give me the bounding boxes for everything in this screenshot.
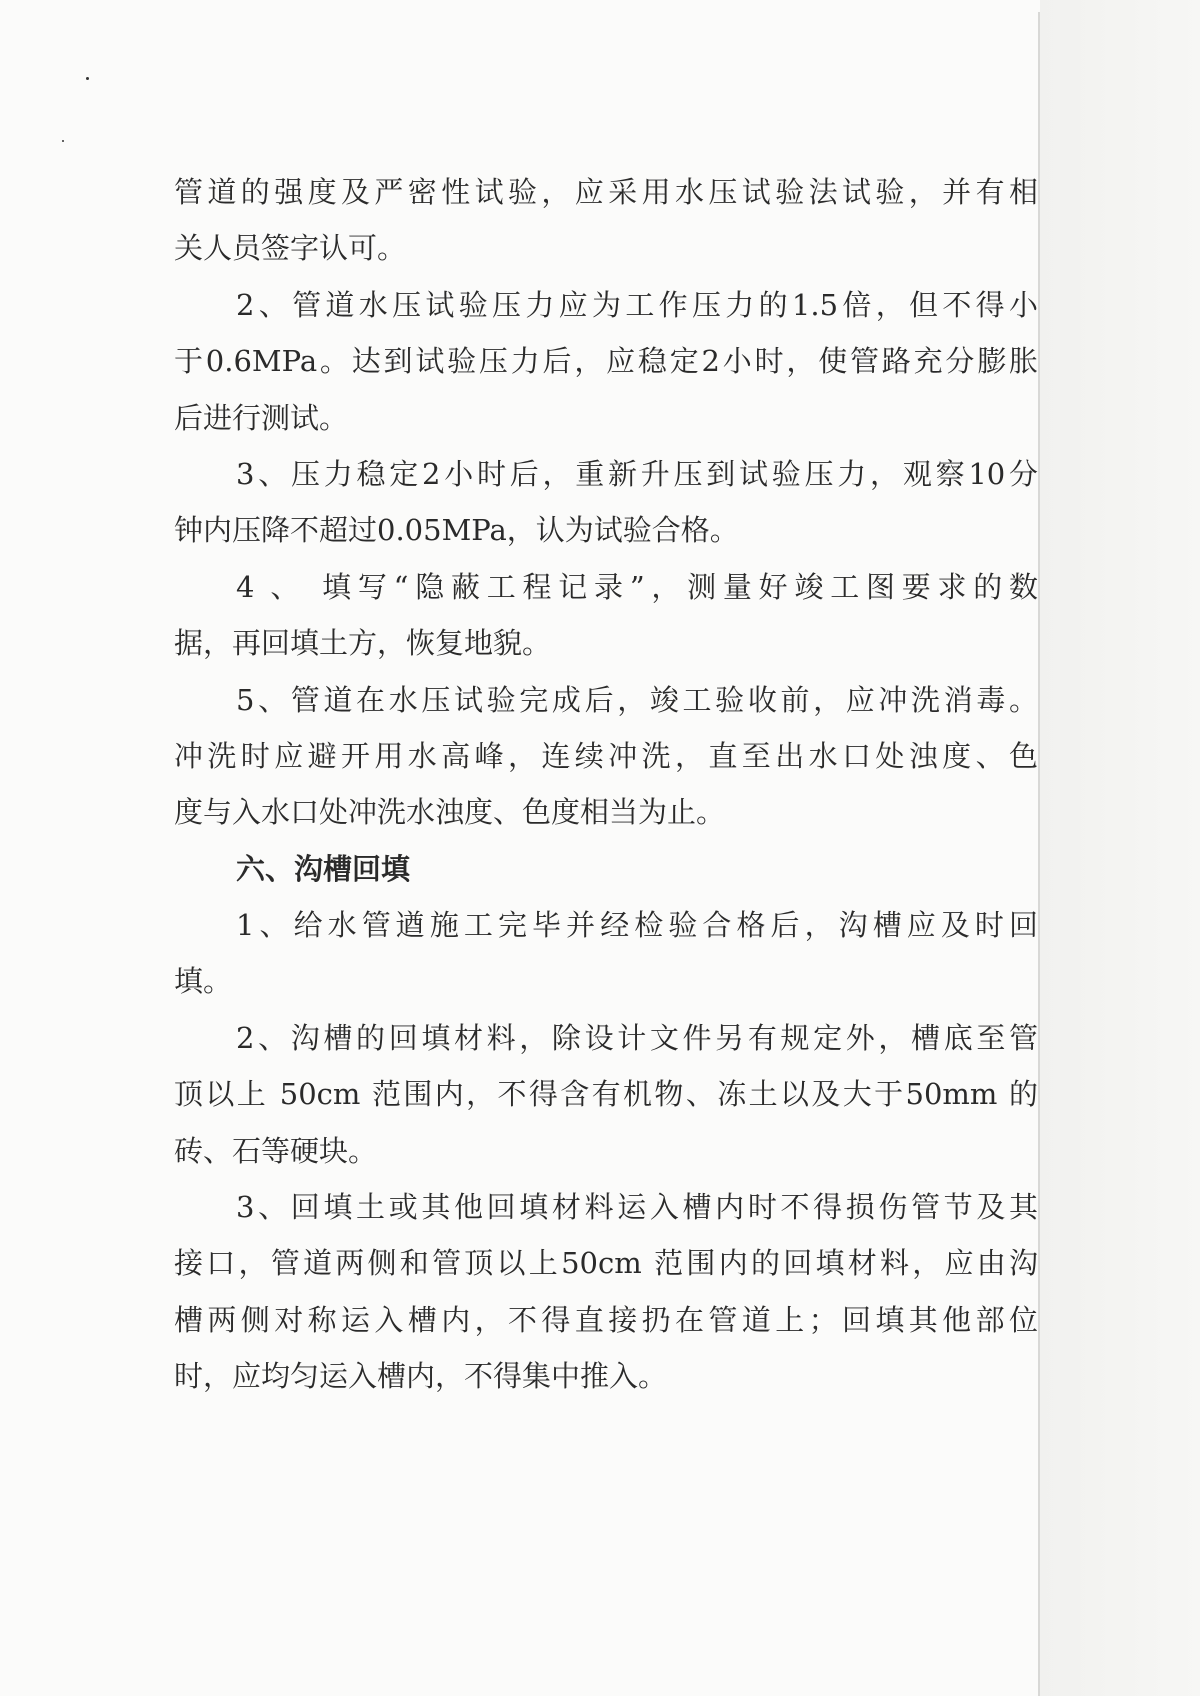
scan-margin-shade — [1040, 0, 1200, 1696]
text-line: 砖、石等硬块。 — [174, 1133, 378, 1168]
text-line: 管道的强度及严密性试验，应采用水压试验法试验，并有相 — [174, 175, 1038, 209]
text-line: 5、管道在水压试验完成后，竣工验收前，应冲洗消毒。 — [236, 682, 1038, 717]
text-line: 顶以上 50cm 范围内，不得含有机物、冻土以及大于50mm 的 — [174, 1077, 1038, 1112]
text-line: 接口，管道两侧和管顶以上50cm 范围内的回填材料，应由沟 — [174, 1246, 1038, 1281]
text-line: 2、沟槽的回填材料，除设计文件另有规定外，槽底至管 — [236, 1020, 1038, 1055]
text-line: 3、压力稳定2小时后，重新升压到试验压力，观察10分 — [236, 456, 1038, 491]
text-line: 槽两侧对称运入槽内，不得直接扔在管道上；回填其他部位 — [174, 1302, 1038, 1337]
text-line: 时，应均匀运入槽内，不得集中推入。 — [174, 1359, 668, 1394]
text-line: 填。 — [174, 964, 233, 999]
section-heading: 六、沟槽回填 — [236, 851, 411, 886]
scan-speck — [62, 140, 64, 142]
text-line: 3、回填土或其他回填材料运入槽内时不得损伤管节及其 — [236, 1190, 1038, 1225]
scan-speck — [86, 77, 89, 80]
scan-page-edge — [1038, 12, 1040, 1696]
text-line: 度与入水口处冲洗水浊度、色度相当为止。 — [174, 795, 726, 830]
text-line: 4 、 填写“隐蔽工程记录”，测量好竣工图要求的数 — [236, 569, 1038, 604]
text-line: 后进行测试。 — [174, 400, 349, 435]
text-line: 1、给水管遒施工完毕并经检验合格后，沟槽应及时回 — [236, 908, 1038, 943]
text-line: 关人员签字认可。 — [174, 231, 407, 266]
text-line: 冲洗时应避开用水高峰，连续冲洗，直至出水口处浊度、色 — [174, 738, 1038, 773]
text-line: 据，再回填土方，恢复地貌。 — [174, 626, 552, 661]
document-body — [174, 164, 1038, 1405]
text-line: 2、管道水压试验压力应为工作压力的1.5倍，但不得小 — [236, 287, 1038, 322]
text-line: 于0.6MPa。达到试验压力后，应稳定2小时，使管路充分膨胀 — [174, 344, 1038, 379]
text-line: 钟内压降不超过0.05MPa，认为试验合格。 — [174, 513, 739, 548]
